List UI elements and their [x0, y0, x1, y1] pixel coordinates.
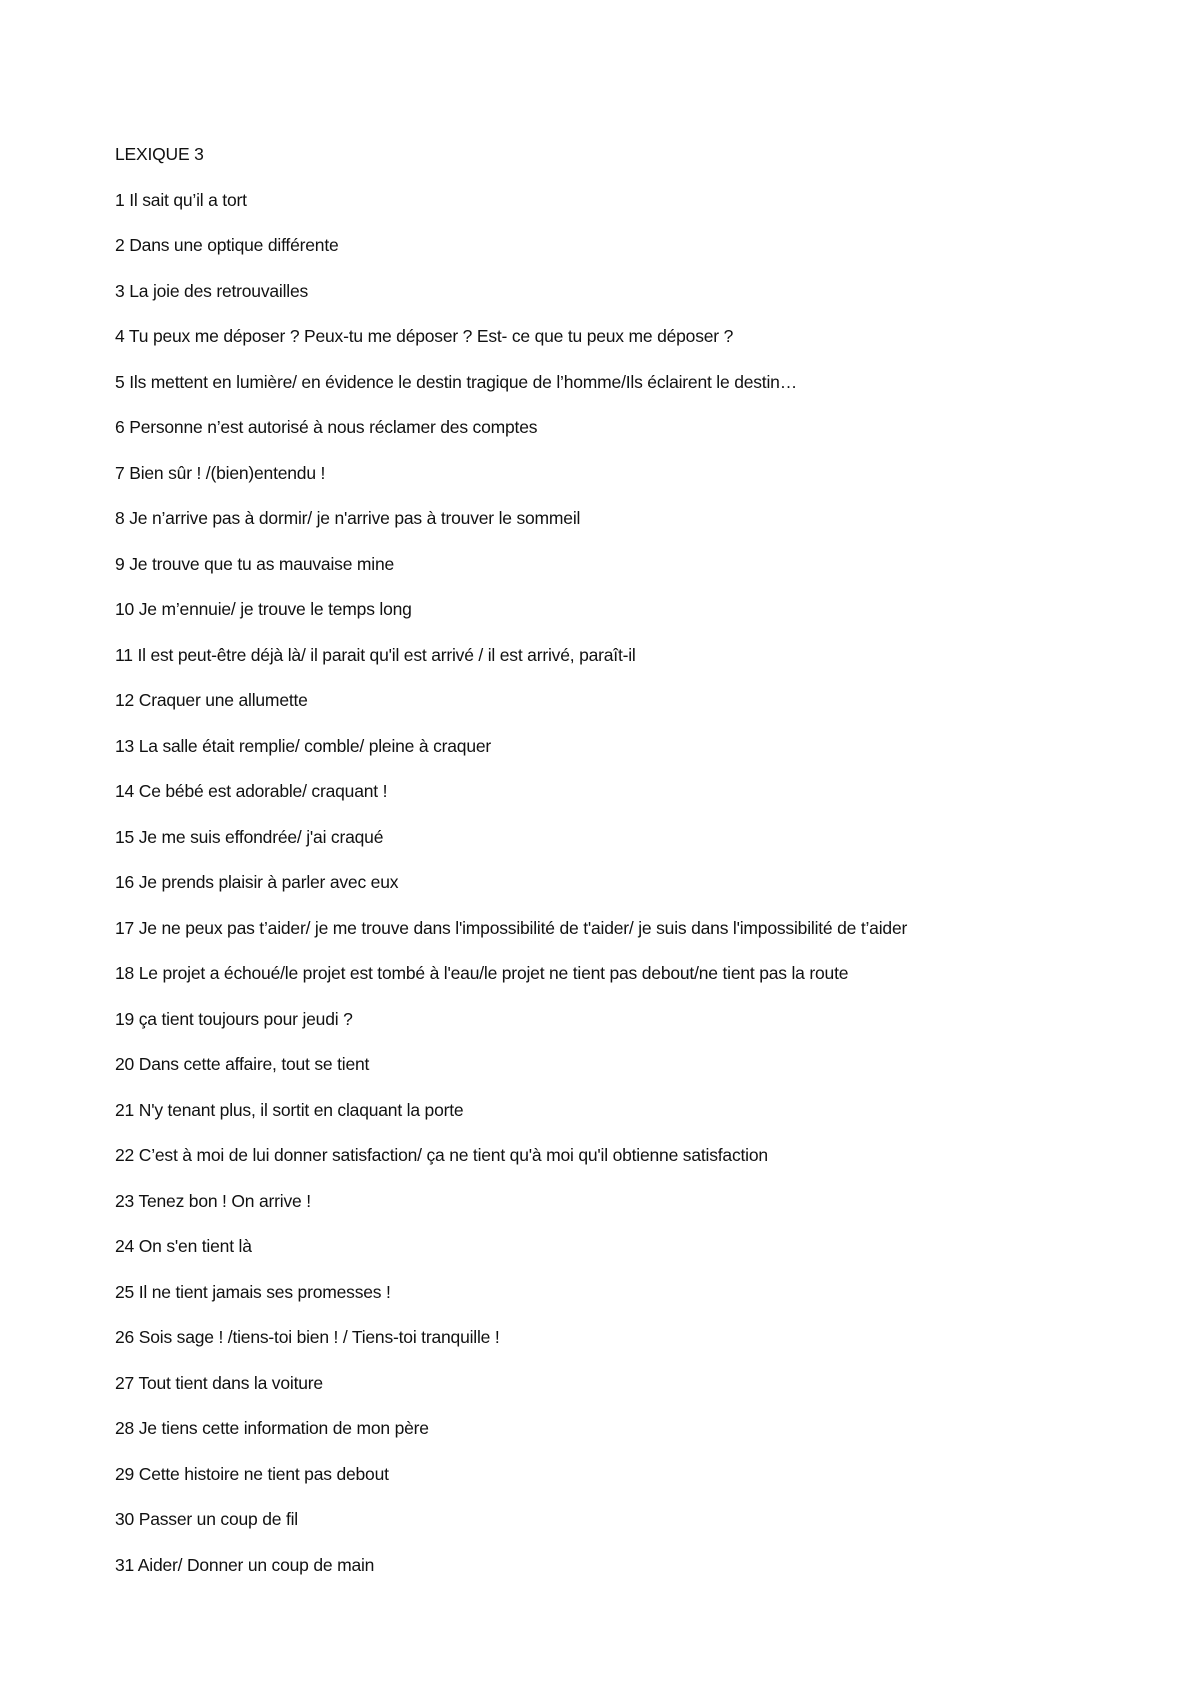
list-item: [115, 1053, 1175, 1075]
entry-number: 6: [115, 417, 125, 437]
list-item: [115, 962, 1175, 984]
entry-text: On s'en tient là: [138, 1236, 252, 1256]
entry-text: Je ne peux pas t’aider/ je me trouve dans l'impossibilité de t'aider/ je suis dans l'impossibilité de t’aider: [138, 917, 908, 938]
entry-text: Cette histoire ne tient pas debout: [138, 1463, 389, 1484]
list-item: [115, 1372, 1175, 1394]
entry-text: Passer un coup de fil: [138, 1509, 298, 1529]
entry-text: ça tient toujours pour jeudi ?: [138, 1008, 353, 1029]
entry-text: Je me suis effondrée/ j'ai craqué: [138, 826, 384, 847]
entry-number: 28: [115, 1418, 135, 1438]
entry-list: [115, 189, 1175, 1576]
list-item: [115, 1554, 1175, 1576]
list-item: [115, 507, 1175, 529]
entry-text: Je tiens cette information de mon père: [138, 1418, 429, 1438]
list-item: [115, 1099, 1175, 1121]
list-item: [115, 1508, 1175, 1530]
entry-text: Il sait qu’il a tort: [129, 189, 247, 210]
entry-number: 17: [115, 917, 135, 938]
entry-number: 19: [115, 1008, 135, 1029]
entry-text: La joie des retrouvailles: [129, 280, 309, 301]
entry-text: La salle était remplie/ comble/ pleine à craquer: [138, 735, 492, 756]
entry-number: 21: [115, 1099, 135, 1120]
entry-number: 16: [115, 872, 135, 892]
entry-number: 20: [115, 1054, 135, 1074]
entry-text: Ce bébé est adorable/ craquant !: [138, 781, 388, 801]
list-item: [115, 553, 1175, 575]
entry-text: Tu peux me déposer ? Peux-tu me déposer ? Est- ce que tu peux me déposer ?: [128, 326, 734, 346]
entry-text: Dans une optique différente: [129, 235, 339, 255]
list-item: [115, 234, 1175, 256]
entry-text: Tout tient dans la voiture: [138, 1372, 323, 1393]
entry-number: 9: [115, 553, 125, 574]
entry-number: 15: [115, 826, 135, 847]
entry-text: Aider/ Donner un coup de main: [137, 1554, 375, 1575]
entry-number: 11: [115, 644, 133, 665]
entry-number: 22: [115, 1145, 135, 1165]
entry-number: 3: [115, 280, 125, 301]
entry-text: Sois sage ! /tiens-toi bien ! / Tiens-toi tranquille !: [138, 1327, 500, 1347]
entry-number: 25: [115, 1281, 135, 1302]
entry-number: 1: [115, 189, 125, 210]
entry-number: 27: [115, 1372, 135, 1393]
list-item: [115, 371, 1175, 393]
entry-text: Il est peut-être déjà là/ il parait qu'il est arrivé / il est arrivé, paraît-il: [137, 644, 636, 665]
entry-number: 30: [115, 1509, 135, 1529]
entry-text: Tenez bon ! On arrive !: [138, 1190, 311, 1211]
entry-number: 10: [115, 599, 135, 619]
list-item: [115, 871, 1175, 893]
entry-text: Je prends plaisir à parler avec eux: [138, 872, 399, 892]
entry-number: 31: [115, 1554, 135, 1575]
entry-number: 24: [115, 1236, 135, 1256]
list-item: [115, 1326, 1175, 1348]
entry-number: 2: [115, 235, 125, 255]
entry-text: Craquer une allumette: [138, 690, 308, 710]
entry-text: Le projet a échoué/le projet est tombé à l'eau/le projet ne tient pas debout/ne tient pas la route: [138, 963, 849, 983]
entry-text: Bien sûr ! /(bien)entendu !: [129, 462, 326, 483]
entry-text: Je n’arrive pas à dormir/ je n'arrive pas à trouver le sommeil: [129, 508, 581, 528]
list-item: [115, 189, 1175, 211]
entry-number: 26: [115, 1327, 135, 1347]
list-item: [115, 1144, 1175, 1166]
list-item: [115, 1190, 1175, 1212]
entry-text: Je trouve que tu as mauvaise mine: [129, 553, 395, 574]
list-item: [115, 1235, 1175, 1257]
document-page: [115, 143, 1175, 1599]
entry-number: 23: [115, 1190, 135, 1211]
entry-number: 12: [115, 690, 135, 710]
list-item: [115, 826, 1175, 848]
entry-number: 18: [115, 963, 135, 983]
list-item: [115, 280, 1175, 302]
entry-text: Ils mettent en lumière/ en évidence le destin tragique de l’homme/Ils éclairent le destin…: [129, 371, 797, 392]
entry-number: 5: [115, 371, 125, 392]
list-item: [115, 598, 1175, 620]
list-item: [115, 1008, 1175, 1030]
list-item: [115, 689, 1175, 711]
list-item: [115, 735, 1175, 757]
list-item: [115, 644, 1175, 666]
list-item: [115, 1463, 1175, 1485]
entry-text: Dans cette affaire, tout se tient: [138, 1054, 370, 1074]
entry-number: 4: [115, 326, 125, 346]
entry-text: Il ne tient jamais ses promesses !: [138, 1281, 391, 1302]
entry-number: 13: [115, 735, 135, 756]
entry-text: Personne n’est autorisé à nous réclamer des comptes: [129, 417, 538, 437]
entry-text: C’est à moi de lui donner satisfaction/ ça ne tient qu'à moi qu'il obtienne satisfaction: [138, 1145, 768, 1165]
list-item: [115, 1417, 1175, 1439]
entry-number: 29: [115, 1463, 135, 1484]
list-item: [115, 917, 1175, 939]
list-item: [115, 1281, 1175, 1303]
list-item: [115, 780, 1175, 802]
list-item: [115, 325, 1175, 347]
document-title: LEXIQUE 3: [115, 144, 204, 164]
entry-number: 7: [115, 462, 125, 483]
entry-number: 14: [115, 781, 135, 801]
entry-text: N'y tenant plus, il sortit en claquant la porte: [138, 1099, 464, 1120]
entry-text: Je m’ennuie/ je trouve le temps long: [138, 599, 412, 619]
list-item: [115, 416, 1175, 438]
entry-number: 8: [115, 508, 125, 528]
list-item: [115, 462, 1175, 484]
